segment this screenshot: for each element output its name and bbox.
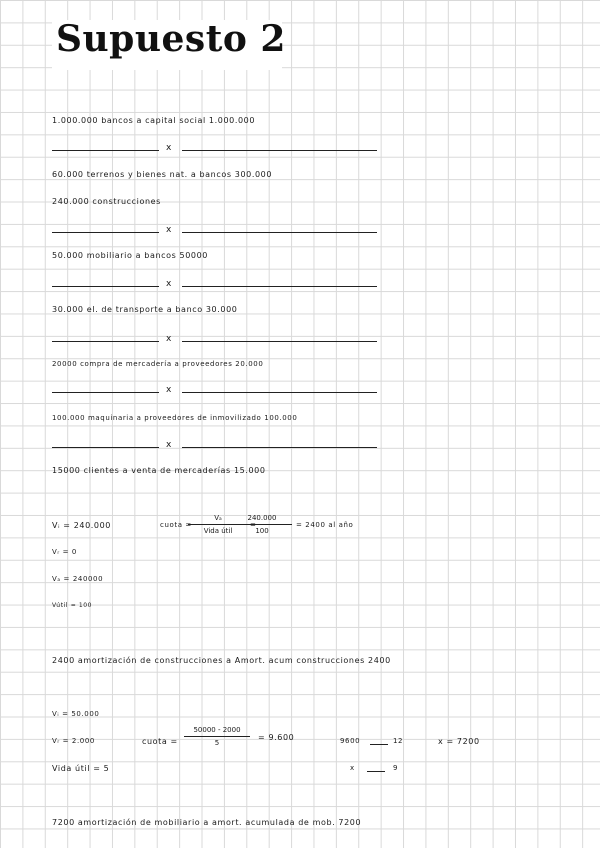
entry-separator <box>52 334 377 345</box>
fraction-numerator: 240.000 <box>247 514 277 522</box>
entry-separator <box>52 279 377 290</box>
entry-line: 20000 compra de mercadería a proveedores 20.000 <box>52 360 264 368</box>
entry-line: 240.000 construcciones <box>52 197 161 206</box>
amortizable-value: Vₐ = 240000 <box>52 575 104 583</box>
fraction-denominator: 100 <box>255 527 269 535</box>
initial-value: Vᵢ = 50.000 <box>52 710 100 718</box>
rule-of-three-value: x <box>350 764 355 772</box>
residual-value: Vᵣ = 2.000 <box>52 737 95 745</box>
rule-of-three-value: 12 <box>393 737 404 745</box>
fraction-denominator: Vida útil <box>203 527 233 535</box>
fraction-denominator: 5 <box>214 739 220 747</box>
initial-value: Vᵢ = 240.000 <box>52 521 111 530</box>
quota-result: = 9.600 <box>258 733 295 742</box>
equals-sign: = <box>250 521 257 529</box>
fraction-numerator: 50000 - 2000 <box>193 726 241 734</box>
entry-line: 1.000.000 bancos a capital social 1.000.000 <box>52 116 256 125</box>
fraction-values <box>232 514 292 535</box>
useful-life: Vútil = 100 <box>52 602 93 609</box>
entry-separator <box>52 225 377 236</box>
separator-mark: x <box>166 440 172 450</box>
entry-separator <box>52 385 377 396</box>
entry-line: 100.000 maquinaria a proveedores de inmovilizado 100.000 <box>52 414 298 422</box>
entry-line: 15000 clientes a venta de mercaderías 15.000 <box>52 466 266 475</box>
rule-of-three-result: x = 7200 <box>438 737 480 746</box>
page-title: Supuesto 2 <box>56 18 286 60</box>
residual-value: Vᵣ = 0 <box>52 548 77 556</box>
entry-line: 2400 amortización de construcciones a Amort. acum construcciones 2400 <box>52 656 391 665</box>
separator-mark: x <box>166 279 172 289</box>
quota-label: cuota = <box>160 521 192 529</box>
entry-line: 60.000 terrenos y bienes nat. a bancos 300.000 <box>52 170 273 179</box>
rule-of-three-value: 9 <box>393 764 399 772</box>
entry-separator <box>52 440 377 451</box>
quota-label: cuota = <box>142 737 178 746</box>
separator-mark: x <box>166 334 172 344</box>
entry-line: 30.000 el. de transporte a banco 30.000 <box>52 305 238 314</box>
separator-mark: x <box>166 385 172 395</box>
rule-of-three-value: 9600 <box>340 737 361 745</box>
entry-separator <box>52 143 377 154</box>
entry-line: 7200 amortización de mobiliario a amort. acumulada de mob. 7200 <box>52 818 362 827</box>
quota-result: = 2400 al año <box>296 521 354 529</box>
rule-of-three-dash <box>370 744 388 745</box>
rule-of-three-dash <box>367 771 385 772</box>
useful-life: Vida útil = 5 <box>52 764 110 773</box>
separator-mark: x <box>166 143 172 153</box>
fraction-formula <box>184 726 250 747</box>
entry-line: 50.000 mobiliario a bancos 50000 <box>52 251 208 260</box>
separator-mark: x <box>166 225 172 235</box>
fraction-numerator: Vₐ <box>214 514 222 522</box>
